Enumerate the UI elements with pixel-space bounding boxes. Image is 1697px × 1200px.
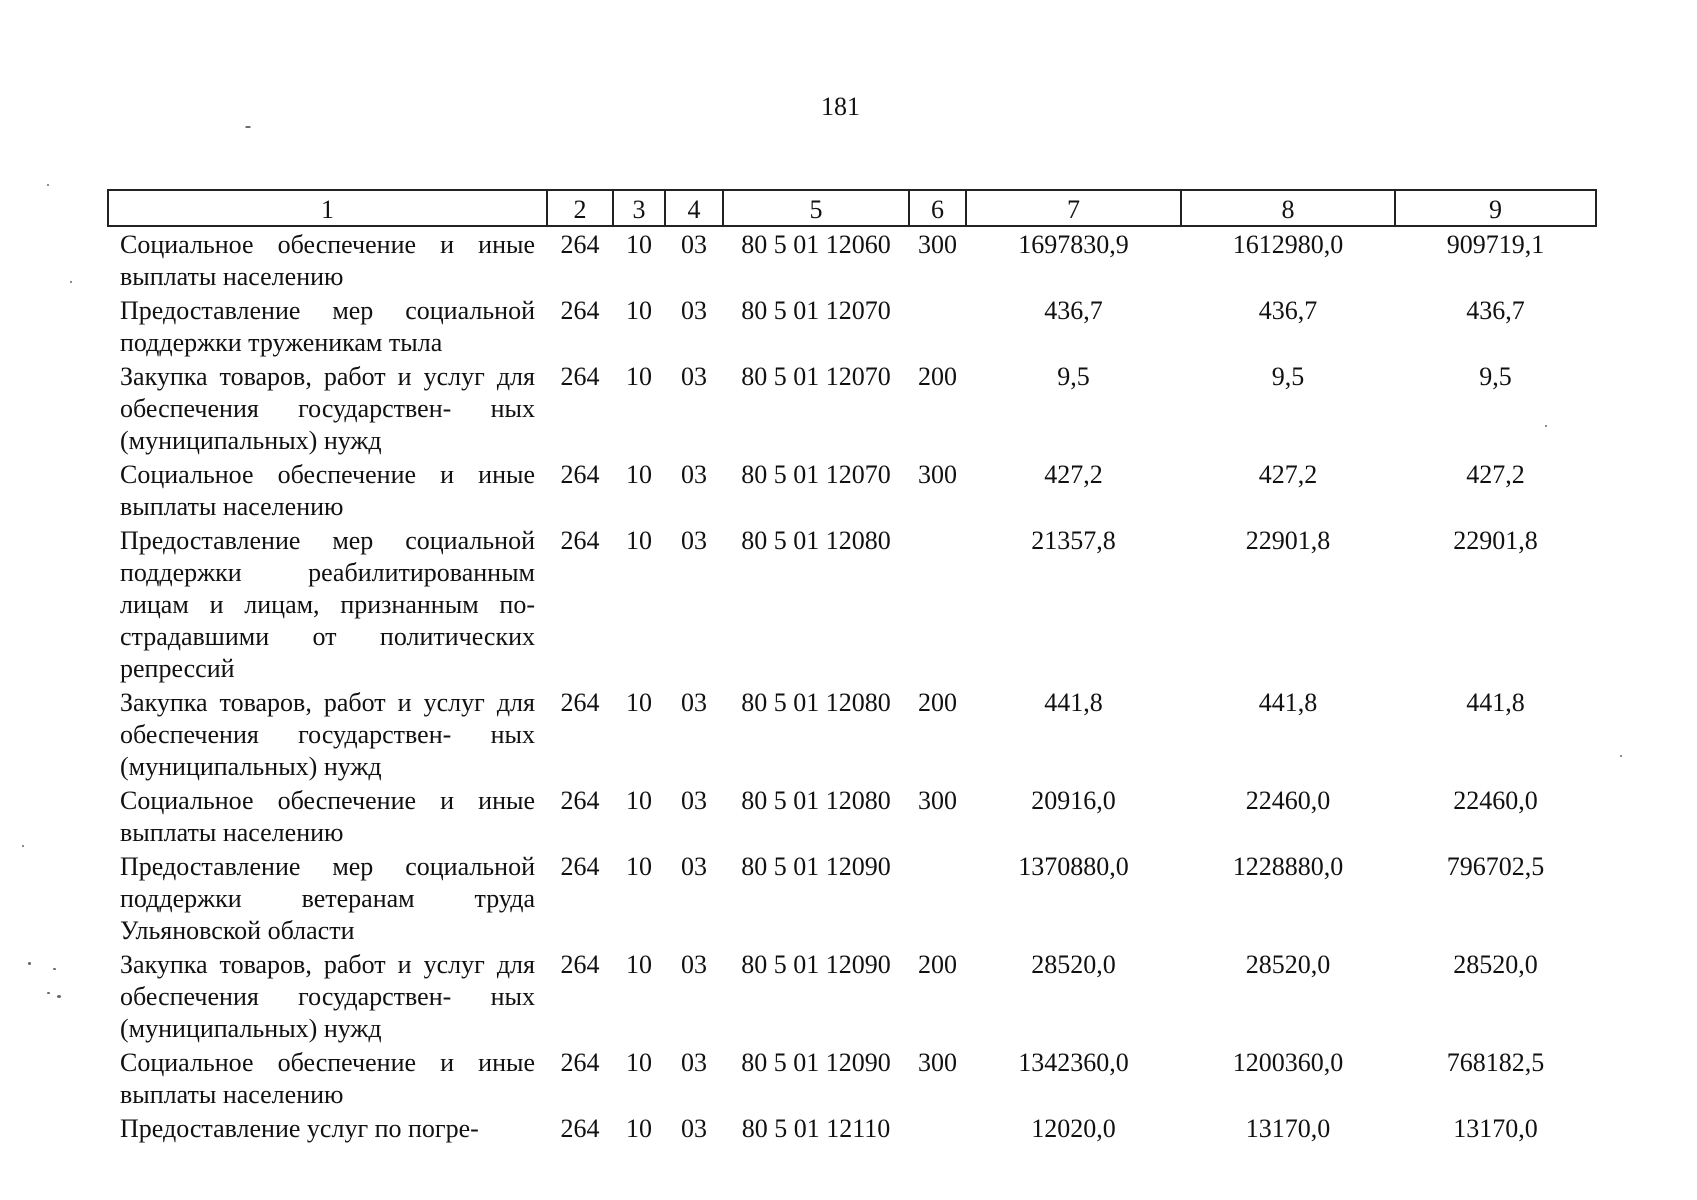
amount-year-2: 22901,8 xyxy=(1245,526,1331,555)
section-code: 10 xyxy=(626,526,652,555)
expense-type-code: 200 xyxy=(918,950,957,979)
table-row xyxy=(108,359,1596,457)
amount-year-1: 1697830,9 xyxy=(1018,230,1129,259)
amount-year-1: 427,2 xyxy=(1044,460,1103,489)
ministry-code: 264 xyxy=(560,1114,600,1143)
amount-year-1: 441,8 xyxy=(1044,688,1103,717)
column-header-3: 3 xyxy=(613,190,665,226)
scan-speck xyxy=(47,992,50,994)
table-row xyxy=(108,457,1596,523)
section-code: 10 xyxy=(626,786,652,815)
page-number: 181 xyxy=(821,92,860,121)
scan-speck xyxy=(245,126,251,128)
table-row xyxy=(108,1045,1596,1111)
table-row xyxy=(108,947,1596,1045)
section-code: 10 xyxy=(626,362,652,391)
expense-type-code: 300 xyxy=(918,1048,957,1077)
expense-name: Предоставление мер социальной поддержки труженикам тыла xyxy=(120,296,535,357)
amount-year-1: 20916,0 xyxy=(1031,786,1116,815)
expense-name: Социальное обеспечение и иные выплаты населению xyxy=(120,786,535,847)
amount-year-2: 28520,0 xyxy=(1245,950,1331,979)
amount-year-2: 441,8 xyxy=(1258,688,1318,717)
subsection-code: 03 xyxy=(681,526,707,555)
amount-year-1: 12020,0 xyxy=(1031,1114,1116,1143)
column-header-4: 4 xyxy=(665,190,723,226)
expense-type-code xyxy=(909,1111,966,1145)
amount-year-3: 909719,1 xyxy=(1446,230,1545,259)
expense-name: Социальное обеспечение и иные выплаты населению xyxy=(120,460,535,521)
target-article-code: 80 5 01 12070 xyxy=(741,296,891,325)
target-article-code: 80 5 01 12110 xyxy=(741,1114,891,1143)
scan-speck xyxy=(1620,755,1622,757)
section-code: 10 xyxy=(626,1114,652,1143)
column-header-5: 5 xyxy=(723,190,909,226)
ministry-code: 264 xyxy=(560,526,600,555)
amount-year-1: 1370880,0 xyxy=(1018,852,1129,881)
column-header-8: 8 xyxy=(1181,190,1395,226)
amount-year-2: 13170,0 xyxy=(1245,1114,1331,1143)
amount-year-3: 441,8 xyxy=(1466,688,1525,717)
amount-year-2: 1228880,0 xyxy=(1232,852,1344,881)
target-article-code: 80 5 01 12090 xyxy=(741,1048,891,1077)
ministry-code: 264 xyxy=(560,230,600,259)
amount-year-1: 1342360,0 xyxy=(1018,1048,1129,1077)
expense-name: Социальное обеспечение и иные выплаты населению xyxy=(120,230,535,291)
expense-type-code xyxy=(909,849,966,947)
amount-year-1: 9,5 xyxy=(1057,362,1090,391)
table-header-row xyxy=(108,190,1596,226)
expense-name: Предоставление услуг по погре- xyxy=(120,1114,479,1143)
amount-year-1: 436,7 xyxy=(1044,296,1103,325)
target-article-code: 80 5 01 12080 xyxy=(741,786,891,815)
target-article-code: 80 5 01 12060 xyxy=(741,230,891,259)
amount-year-3: 796702,5 xyxy=(1446,852,1545,881)
target-article-code: 80 5 01 12090 xyxy=(741,852,891,881)
scan-speck xyxy=(47,184,49,186)
table-row xyxy=(108,293,1596,359)
target-article-code: 80 5 01 12080 xyxy=(741,526,891,555)
ministry-code: 264 xyxy=(560,362,600,391)
table-row xyxy=(108,523,1596,685)
ministry-code: 264 xyxy=(560,296,600,325)
subsection-code: 03 xyxy=(681,362,707,391)
target-article-code: 80 5 01 12070 xyxy=(741,362,891,391)
amount-year-2: 436,7 xyxy=(1258,296,1318,325)
amount-year-2: 9,5 xyxy=(1271,362,1305,391)
table-row xyxy=(108,849,1596,947)
amount-year-1: 28520,0 xyxy=(1031,950,1116,979)
table-row xyxy=(108,226,1596,293)
amount-year-2: 22460,0 xyxy=(1245,786,1331,815)
scan-speck xyxy=(57,995,61,998)
table-row xyxy=(108,685,1596,783)
expense-name: Закупка товаров, работ и услуг для обеспечения государствен- ных (муниципальных) нужд xyxy=(120,362,535,455)
target-article-code: 80 5 01 12070 xyxy=(741,460,891,489)
scan-speck xyxy=(28,962,31,965)
amount-year-2: 1200360,0 xyxy=(1232,1048,1344,1077)
expense-type-code xyxy=(909,293,966,359)
section-code: 10 xyxy=(626,950,652,979)
expense-type-code: 200 xyxy=(918,688,957,717)
column-header-7: 7 xyxy=(966,190,1181,226)
expense-name: Предоставление мер социальной поддержки ветеранам труда Ульяновской области xyxy=(120,852,535,945)
subsection-code: 03 xyxy=(681,786,707,815)
column-header-2: 2 xyxy=(547,190,613,226)
amount-year-3: 436,7 xyxy=(1466,296,1525,325)
budget-table xyxy=(107,189,1597,1145)
amount-year-2: 427,2 xyxy=(1258,460,1318,489)
expense-name: Закупка товаров, работ и услуг для обеспечения государствен- ных (муниципальных) нужд xyxy=(120,950,535,1043)
ministry-code: 264 xyxy=(560,1048,600,1077)
subsection-code: 03 xyxy=(681,460,707,489)
ministry-code: 264 xyxy=(560,460,600,489)
subsection-code: 03 xyxy=(681,950,707,979)
amount-year-3: 9,5 xyxy=(1479,362,1512,391)
amount-year-3: 13170,0 xyxy=(1453,1114,1538,1143)
table-row xyxy=(108,783,1596,849)
expense-type-code: 300 xyxy=(918,786,957,815)
column-header-6: 6 xyxy=(909,190,966,226)
amount-year-2: 1612980,0 xyxy=(1232,230,1344,259)
section-code: 10 xyxy=(626,852,652,881)
section-code: 10 xyxy=(626,230,652,259)
amount-year-3: 427,2 xyxy=(1466,460,1525,489)
target-article-code: 80 5 01 12090 xyxy=(741,950,891,979)
amount-year-3: 22901,8 xyxy=(1453,526,1538,555)
subsection-code: 03 xyxy=(681,1114,707,1143)
ministry-code: 264 xyxy=(560,950,600,979)
ministry-code: 264 xyxy=(560,688,600,717)
column-header-9: 9 xyxy=(1395,190,1596,226)
expense-name: Социальное обеспечение и иные выплаты населению xyxy=(120,1048,535,1109)
section-code: 10 xyxy=(626,460,652,489)
subsection-code: 03 xyxy=(681,1048,707,1077)
amount-year-3: 28520,0 xyxy=(1453,950,1538,979)
expense-type-code: 200 xyxy=(918,362,957,391)
subsection-code: 03 xyxy=(681,688,707,717)
target-article-code: 80 5 01 12080 xyxy=(741,688,891,717)
expense-type-code: 300 xyxy=(918,460,957,489)
amount-year-3: 22460,0 xyxy=(1453,786,1538,815)
subsection-code: 03 xyxy=(681,852,707,881)
table-row xyxy=(108,1111,1596,1145)
ministry-code: 264 xyxy=(560,852,600,881)
expense-type-code xyxy=(909,523,966,685)
scan-speck xyxy=(22,845,24,847)
section-code: 10 xyxy=(626,1048,652,1077)
ministry-code: 264 xyxy=(560,786,600,815)
amount-year-3: 768182,5 xyxy=(1446,1048,1545,1077)
section-code: 10 xyxy=(626,688,652,717)
section-code: 10 xyxy=(626,296,652,325)
subsection-code: 03 xyxy=(681,296,707,325)
expense-name: Закупка товаров, работ и услуг для обеспечения государствен- ных (муниципальных) нужд xyxy=(120,688,535,781)
expense-type-code: 300 xyxy=(918,230,957,259)
expense-name: Предоставление мер социальной поддержки реабилитированным лицам и лицам, признанным по- страдавшими от политических репрессий xyxy=(120,526,535,683)
scan-speck xyxy=(70,281,72,283)
amount-year-1: 21357,8 xyxy=(1031,526,1116,555)
column-header-1: 1 xyxy=(108,190,547,226)
subsection-code: 03 xyxy=(681,230,707,259)
scan-speck xyxy=(53,968,56,970)
